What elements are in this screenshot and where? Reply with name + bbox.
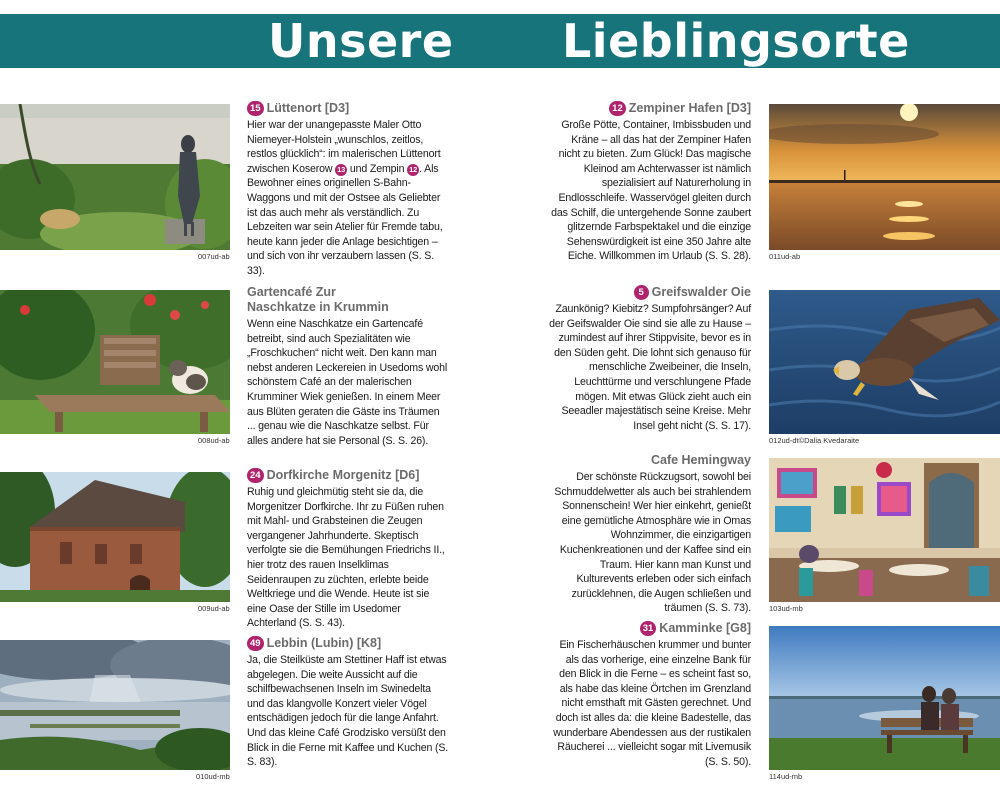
ref-badge: 13 [337,164,346,174]
entry-luettenort [247,101,449,279]
entry-body: Ja, die Steilküste am Stettiner Haff ist etwas abgelegen. Die weite Aussicht auf die schilfbewachsenen Inseln im Swinedelta und das klangvolle Konzert vieler Vögel entschädigen jedoch für die lange Anfahrt. Und das kleine Café Grodzisko versüßt den Blick in die Ferne mit Kaffee und Kuchen (S. S. 83). [247,654,449,769]
entry-title-text: Kamminke [G8] [659,621,751,635]
entry-greifswalder-oie [549,285,751,433]
photo-credit: 114ud-mb [769,772,803,781]
photo-kamminke [769,626,1000,770]
photo-credit: 010ud-mb [196,772,230,781]
title-banner [0,14,1000,68]
entry-number-badge: 49 [247,636,264,651]
photo-dorfkirche [0,472,230,602]
photo-credit: 009ud-ab [198,604,230,613]
photo-naschkatze [0,290,230,434]
bench-lagoon-photo-icon [769,626,1000,770]
photo-credit: 008ud-ab [198,436,230,445]
entry-number-badge: 24 [247,468,264,483]
entry-title-text: Zempiner Hafen [D3] [628,101,751,115]
entry-title [247,101,449,116]
photo-cafe-hemingway [769,458,1000,602]
entry-body: Große Pötte, Container, Imbissbuden und Kräne – all das hat der Zempiner Hafen nicht zu bieten. Zum Glück! Das magische Kleinod am Achterwasser ist nämlich spezialisiert auf Naturerholung in Endlosschleife. Wasservögel gleiten durch das Schilf, die untergehende Sonne zaubert glitzernde Farbspektakel und die einzige Sehenswürdigkeit ist eine 350 Jahre alte Eiche. Willkommen im Urlaub (S. S. 28). [551,119,751,263]
sunset-sea-photo-icon [769,104,1000,250]
entry-number-badge: 31 [640,621,657,636]
photo-credit: 103ud-mb [769,604,803,613]
photo-lebbin [0,640,230,770]
entry-naschkatze [247,285,449,448]
entry-cafe-hemingway [549,453,751,616]
entry-title-text: Dorfkirche Morgenitz [D6] [266,468,420,482]
cafe-interior-photo-icon [769,458,1000,602]
banner-title-left: Unsere [268,14,454,68]
entry-title-text: Gartencafé Zur Naschkatze in Krummin [247,285,389,314]
entry-body [247,118,449,279]
entry-body: Der schönste Rückzugsort, sowohl bei Schmuddelwetter als auch bei strahlendem Sonnenschein! Wer hier einkehrt, genießt eine gemütliche Atmosphäre wie in Omas Wohnzimmer, die einzigartigen Kuchenkreationen und der Kaffee sind ein Traum. Hier kann man Kunst und Kulturevents erleben oder sich einfach zurücklehnen, die Augen schließen und träumen (S. S. 73). [554,471,751,615]
photo-credit: 011ud-ab [769,252,801,261]
entry-title [549,285,751,300]
entry-number-badge: 5 [634,285,649,300]
entry-title-text: Lüttenort [D3] [266,101,350,115]
entry-body: Ruhig und gleichmütig steht sie da, die Morgenitzer Dorfkirche. Ihr zu Füßen ruhen mit Mahl- und Grabsteinen die Zeugen vergangener Jahrhunderte. Skeptisch verfolgte sie die Bemühungen Friedrichs II., hier trotz des rauen Inselklimas Seidenraupen zu züchten, erlebte beide Weltkriege und die Wende. Heute ist sie eine Oase der Stille im Usedomer Achterland (S. S. 43). [247,486,445,630]
entry-title [549,101,751,116]
entry-title-text: Lebbin (Lubin) [K8] [266,636,382,650]
banner-title-right: Lieblingsorte [562,14,910,68]
entry-body: Ein Fischerhäuschen krummer und bunter als das vorherige, eine einzelne Bank für den Blick in die Ferne – es scheint fast so, als habe das kleine Örtchen im Grenzland nicht emsthaft mit Gästen gerechnet. Und doch ist alles da: die kleine Badestelle, das wunderbare Abendessen aus der rustikalen Räucherei ... vielleicht sogar mit Livemusik (S. S. 50). [553,639,751,768]
entry-title-text: Greifswalder Oie [651,285,751,299]
photo-zempiner-hafen [769,104,1000,250]
photo-credit: 007ud-ab [198,252,230,261]
entry-body-text: . Als Bewohner eines originellen S-Bahn-Waggons und mit der Ostsee als Geliebter ist das auch mehr als verständlich. Zu Lebzeiten war sein Atelier für Fremde tabu, heute kann jeder die Anlage besichtigen – und sich von ihr verzaubern lassen (S. S. 33). [247,162,443,277]
photo-credit: 012ud-dt©Dalia Kvedaraite [769,436,860,445]
entry-body-text: und Zempin [347,162,408,175]
entry-title [247,468,449,483]
entry-number-badge: 12 [609,101,626,116]
sea-eagle-photo-icon [769,290,1000,434]
photo-greifswalder-oie [769,290,1000,434]
photo-luettenort [0,104,230,250]
entry-body: Zaunkönig? Kiebitz? Sumpfohrsänger? Auf der Geifswalder Oie sind sie alle zu Hause – zumindest auf ihrer Stippvisite, bevor es in den Süden geht. Die lohnt sich genauso für menschliche Zweibeiner, die Inseln, Leuchttürme und verschlungene Pfade mögen. Mit etwas Glück zieht auch ein Seeadler majestätisch seine Kreise. Mehr Insel geht nicht (S. S. 17). [549,303,751,432]
entry-zempiner-hafen [549,101,751,264]
lagoon-clouds-photo-icon [0,640,230,770]
brick-church-photo-icon [0,472,230,602]
entry-title [549,621,751,636]
entry-number-badge: 15 [247,101,264,116]
entry-lebbin [247,636,449,770]
garden-statue-photo-icon [0,104,230,250]
ref-badge: 12 [409,164,418,174]
entry-title [247,636,449,651]
entry-body: Wenn eine Naschkatze ein Gartencafé betreibt, sind auch Spezialitäten wie „Froschkuchen“ nicht weit. Den kann man nebst anderen Leckereien in Usedoms wohl schönstem Café an der malerischen Krumminer Wiek genießen. In einem Meer aus Blüten geraten die Gäste ins Träumen ... genau wie die Naschkatze selbst. Für alles andere hat sie Personal (S. S. 26). [247,318,448,447]
entry-kamminke [549,621,751,769]
entry-dorfkirche [247,468,449,631]
garden-bench-cat-photo-icon [0,290,230,434]
entry-title-text: Cafe Hemingway [650,453,751,467]
entry-body-text: Hier war der unangepasste Maler Otto Niemeyer-Holstein „wunschlos, zeitlos, restlos glücklich“: im malerischen Lüttenort zwischen Koserow [247,119,441,175]
